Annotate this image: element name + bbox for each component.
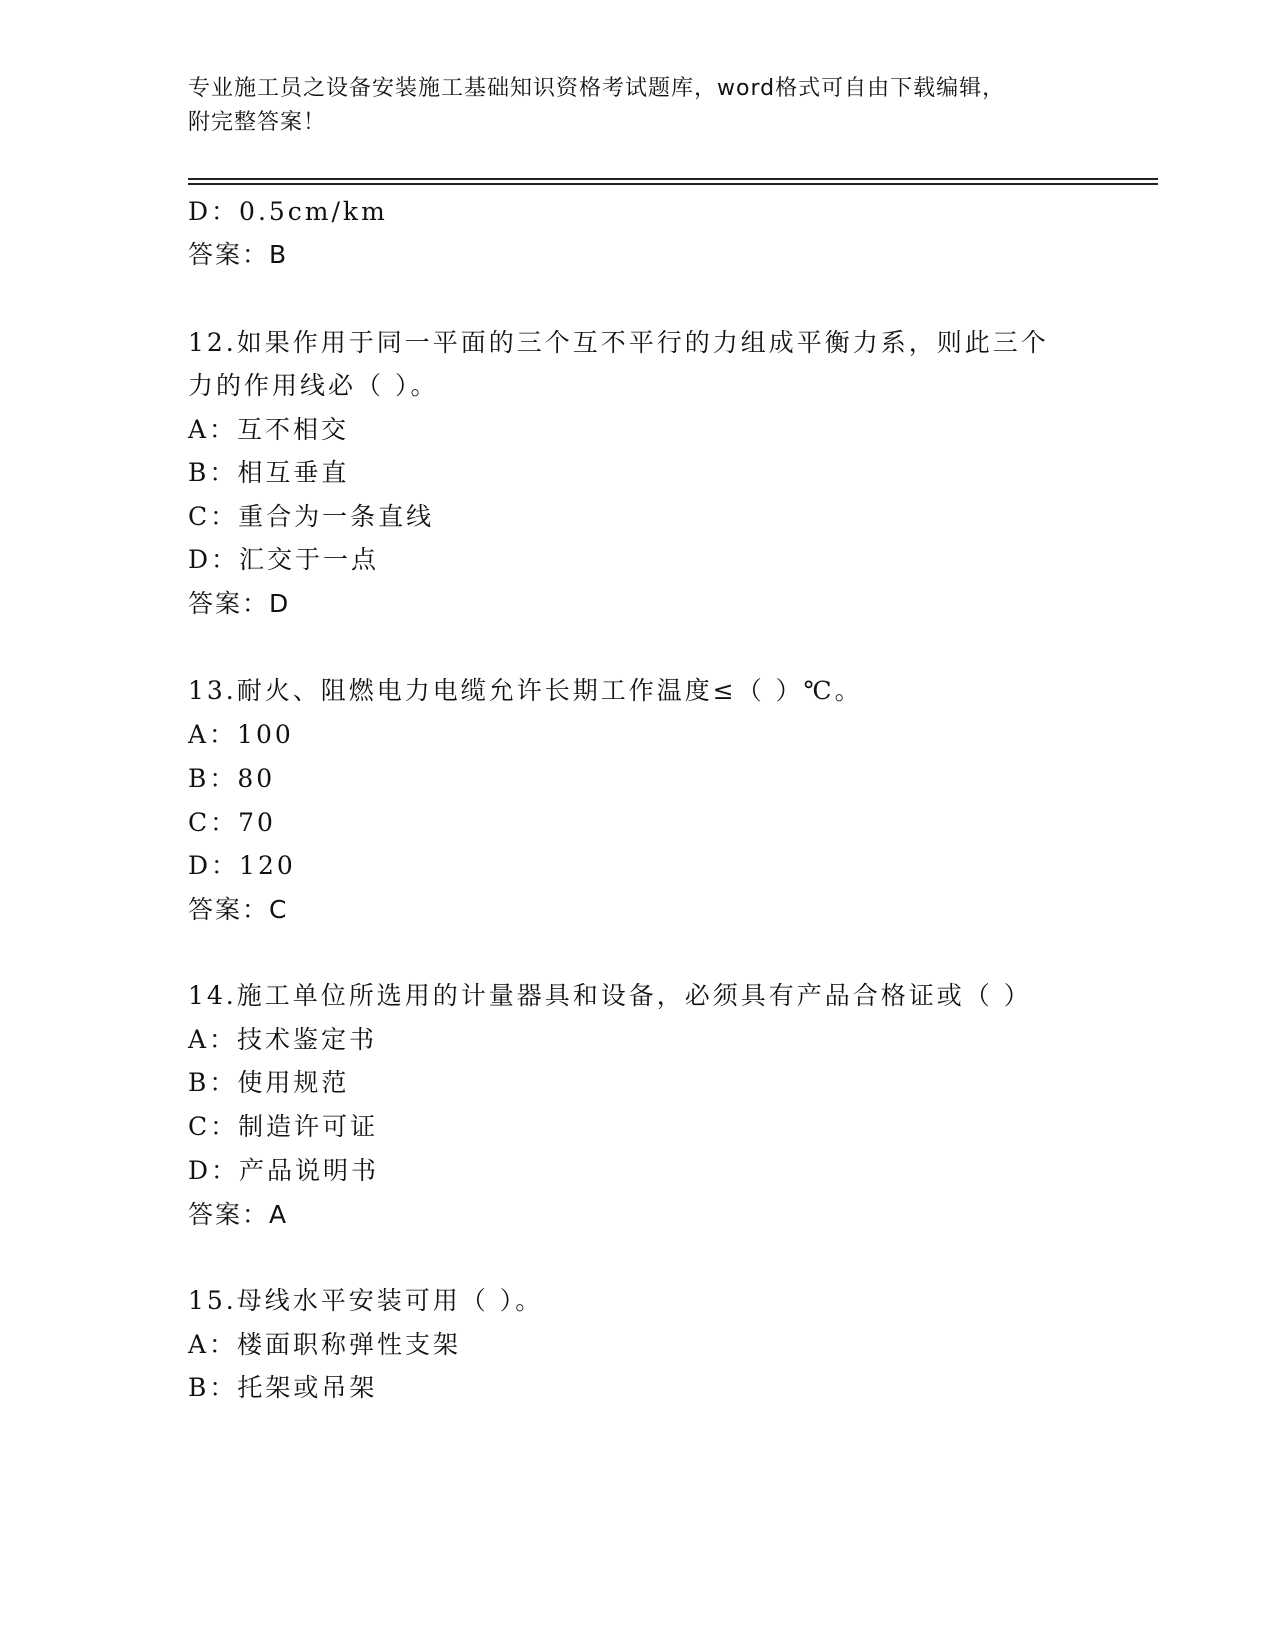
header-rule-top xyxy=(188,178,1158,180)
header-line-2: 附完整答案！ xyxy=(188,110,327,135)
q11-answer: 答案：B xyxy=(188,240,289,269)
q12-option-d: D：汇交于一点 xyxy=(188,545,380,574)
q13-option-d: D：120 xyxy=(188,851,296,880)
q12-answer: 答案：D xyxy=(188,589,291,618)
q12-option-a: A：互不相交 xyxy=(188,415,350,444)
q14-option-c: C：制造许可证 xyxy=(188,1112,379,1141)
document-header xyxy=(188,72,1068,140)
q14-answer: 答案：A xyxy=(188,1200,289,1229)
header-line-1: 专业施工员之设备安装施工基础知识资格考试题库，word格式可自由下载编辑， xyxy=(188,76,1006,101)
q12-option-b: B：相互垂直 xyxy=(188,458,350,487)
q14-option-a: A：技术鉴定书 xyxy=(188,1025,378,1054)
q14-option-b: B：使用规范 xyxy=(188,1068,350,1097)
q13-option-b: B：80 xyxy=(188,764,276,793)
q12-stem-line-1: 12.如果作用于同一平面的三个互不平行的力组成平衡力系，则此三个 xyxy=(188,328,1049,357)
q13-option-c: C：70 xyxy=(188,808,276,837)
q12-option-c: C：重合为一条直线 xyxy=(188,502,435,531)
q15-option-a: A：楼面职称弹性支架 xyxy=(188,1330,462,1359)
q14-option-d: D：产品说明书 xyxy=(188,1156,380,1185)
header-rule-bottom xyxy=(188,183,1158,185)
q13-stem: 13.耐火、阻燃电力电缆允许长期工作温度≤（ ）℃。 xyxy=(188,676,863,705)
q13-answer: 答案：C xyxy=(188,895,289,924)
q15-stem: 15.母线水平安装可用（ ）。 xyxy=(188,1286,544,1315)
q14-stem: 14.施工单位所选用的计量器具和设备，必须具有产品合格证或（ ） xyxy=(188,981,1032,1010)
q13-option-a: A：100 xyxy=(188,720,294,749)
q12-stem-line-2: 力的作用线必（ ）。 xyxy=(188,371,439,400)
q11-option-d: D：0.5cm/km xyxy=(188,197,388,226)
q15-option-b: B：托架或吊架 xyxy=(188,1373,378,1402)
